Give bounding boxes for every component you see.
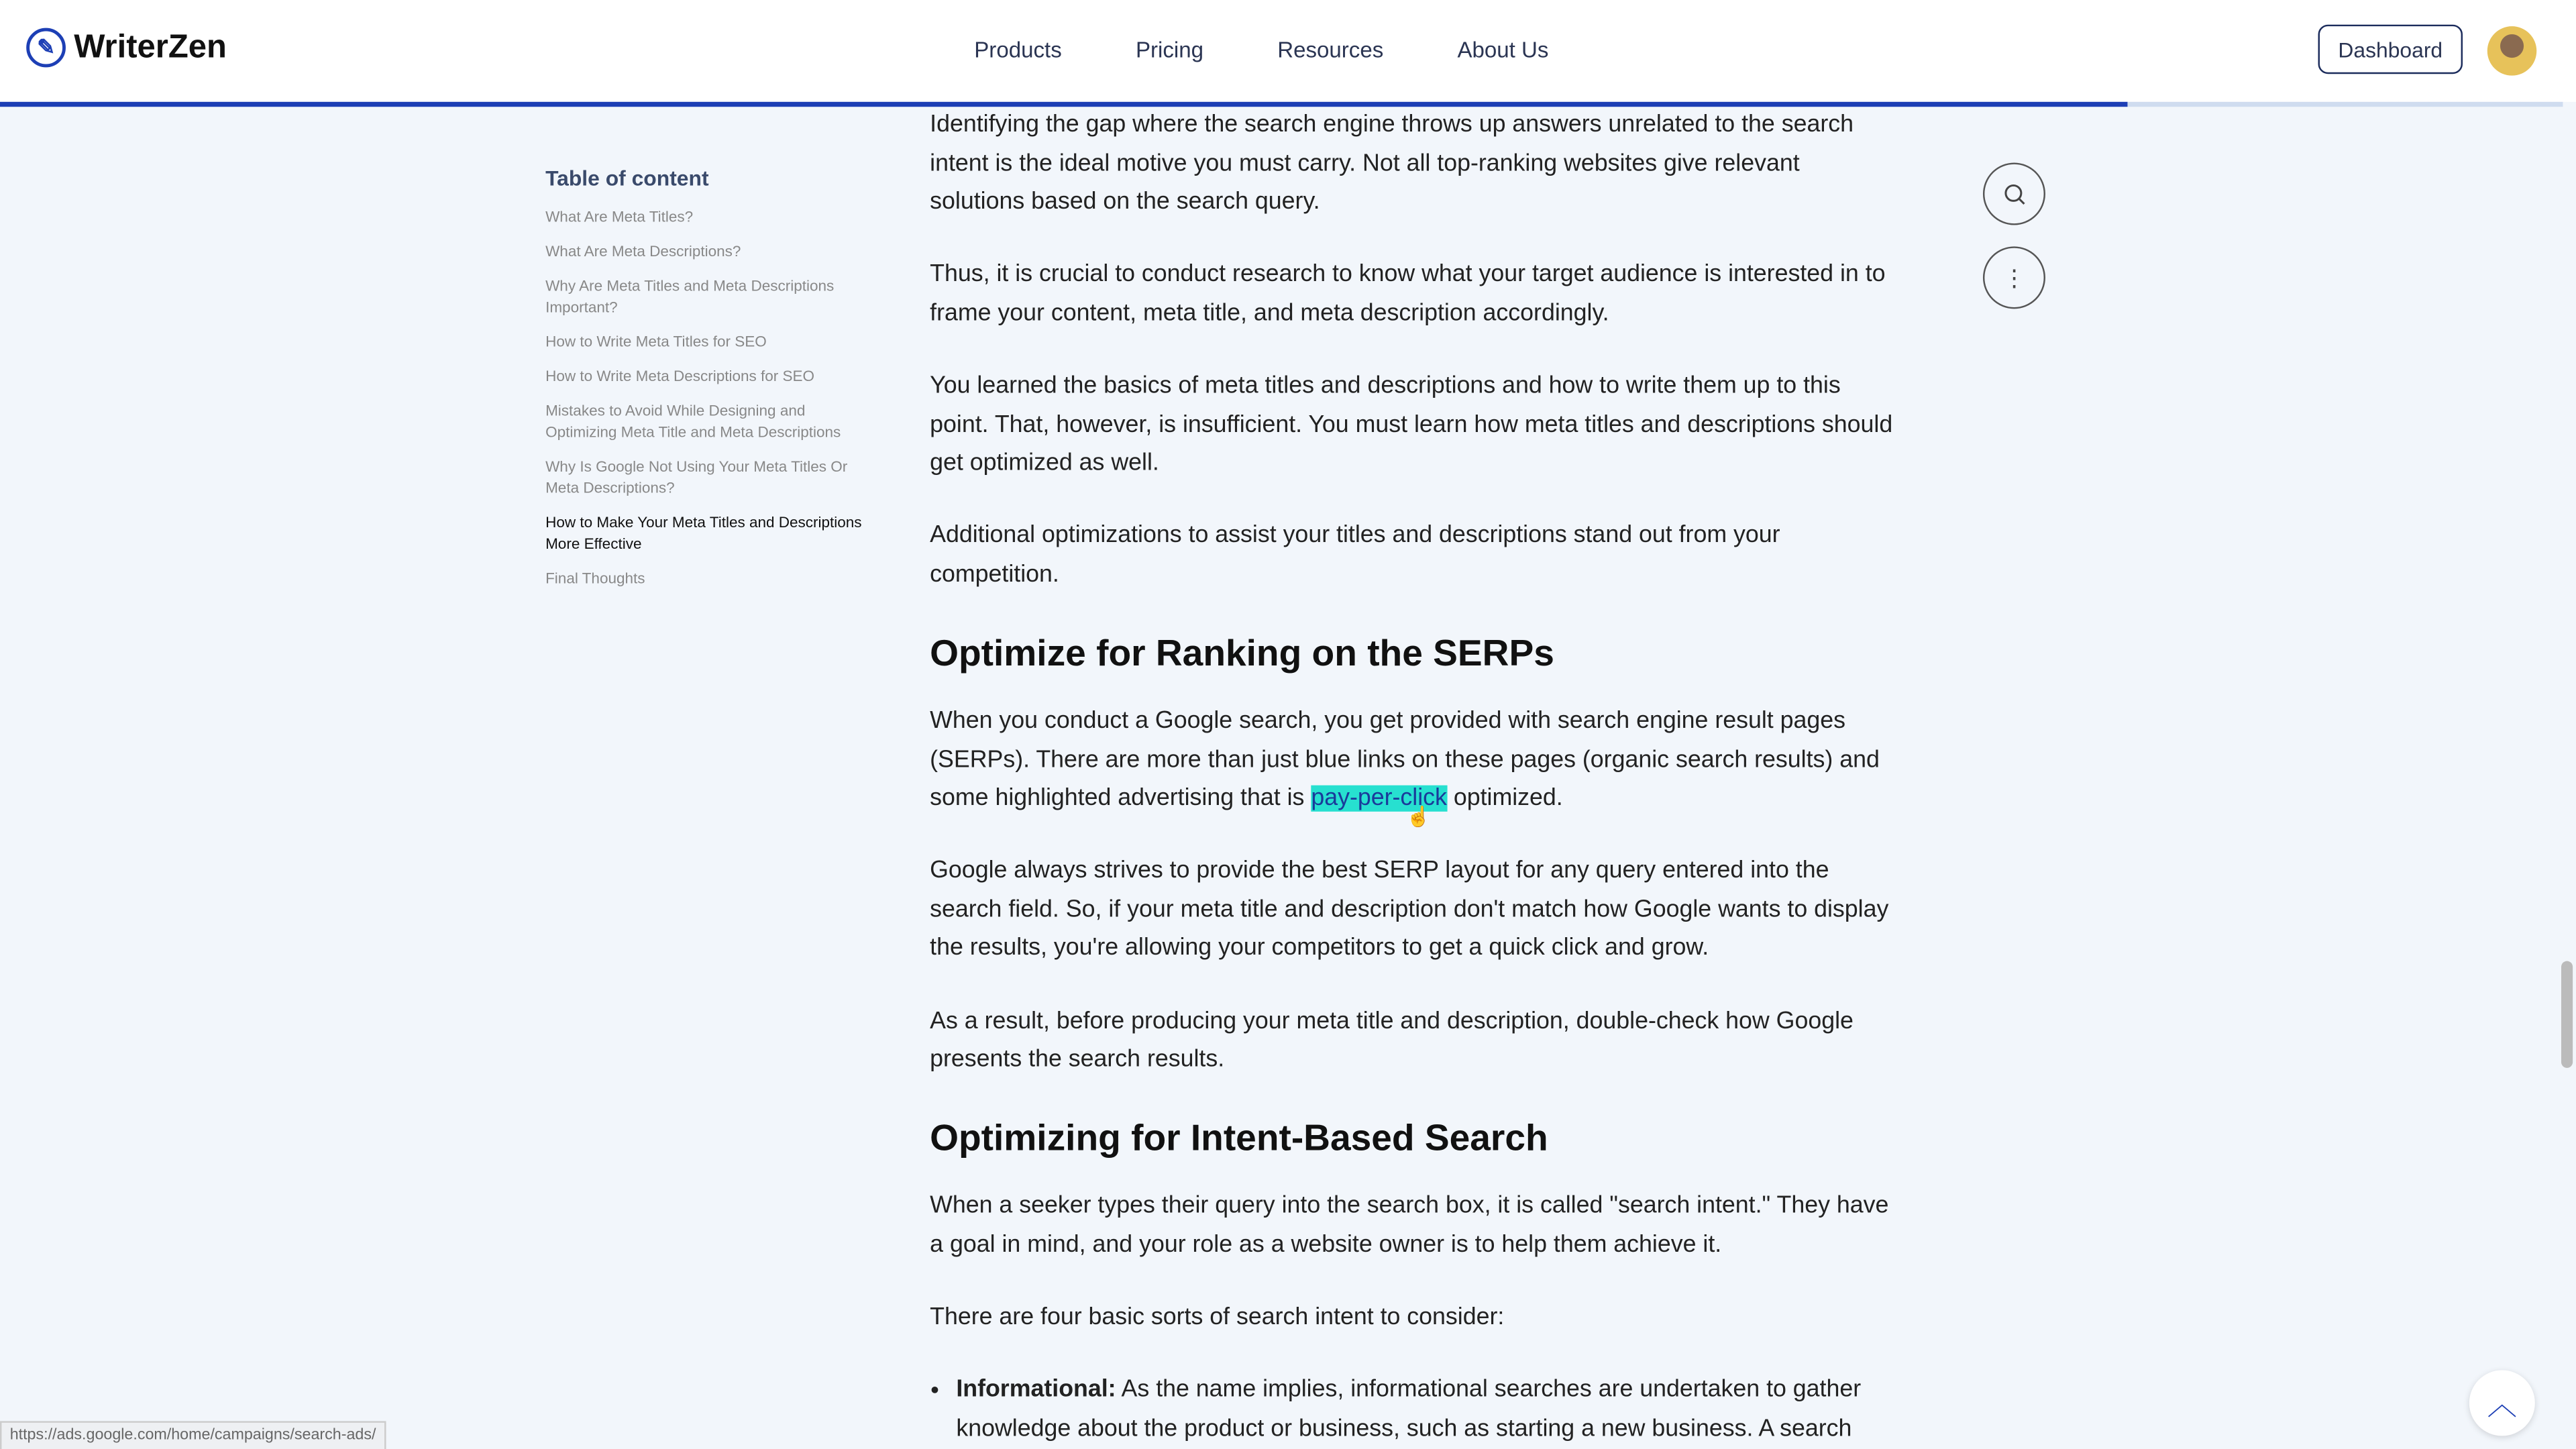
writerzen-logo-icon: ✎ [26, 28, 66, 68]
paragraph: Additional optimizations to assist your titles and descriptions stand out from your competition. [930, 523, 1780, 588]
section-heading: Optimize for Ranking on the SERPs [930, 632, 1554, 674]
intent-list [930, 1372, 1899, 1449]
paragraph: Thus, it is crucial to conduct research to know what your target audience is interested in to frame your content, meta title, and meta description accordingly. [930, 262, 1886, 327]
toc-item-active[interactable]: How to Make Your Meta Titles and Descriptions More Effective [545, 514, 862, 552]
brand-logo[interactable] [26, 28, 227, 68]
paragraph: Identifying the gap where the search engine throws up answers unrelated to the search intent is the ideal motive you must carry. Not all top-ranking websites give relevant solutions based on the search query. [930, 111, 1854, 216]
paragraph: As a result, before producing your meta title and description, double-check how Google presents the search results. [930, 1008, 1854, 1073]
link-status-bar: https://ads.google.com/home/campaigns/search-ads/ [0, 1421, 386, 1449]
reading-progress [0, 102, 2563, 107]
paragraph-text: optimized. [1446, 785, 1563, 812]
toc-item[interactable]: Mistakes to Avoid While Designing and Optimizing Meta Title and Meta Descriptions [545, 402, 841, 441]
toc-title: Table of content [545, 166, 709, 191]
paragraph: When a seeker types their query into the search box, it is called "search intent." They have a goal in mind, and your role as a website owner is to help them achieve it. [930, 1193, 1889, 1258]
nav-pricing[interactable]: Pricing [1135, 38, 1204, 63]
main-nav [974, 38, 1548, 62]
nav-about-us[interactable]: About Us [1457, 38, 1549, 63]
paragraph [930, 703, 1899, 819]
table-of-contents [545, 166, 874, 602]
article-body [930, 107, 1899, 1449]
more-options-button[interactable] [1983, 246, 2045, 309]
toc-item[interactable]: What Are Meta Titles? [545, 209, 694, 225]
chevron-up-icon: ︿ [2487, 1388, 2517, 1421]
back-to-top-button[interactable] [2469, 1370, 2535, 1436]
list-item-text: As the name implies, informational searches are undertaken to gather knowledge about the product or business, such as starting a new business. A search [956, 1377, 1862, 1442]
scrollbar-thumb[interactable] [2561, 961, 2573, 1068]
paragraph: You learned the basics of meta titles and descriptions and how to write them up to this point. That, however, is insufficient. You must learn how meta titles and descriptions should get optimized as well. [930, 372, 1893, 477]
user-avatar[interactable] [2487, 26, 2536, 75]
toc-item[interactable]: Why Are Meta Titles and Meta Descriptions Important? [545, 277, 835, 316]
list-item-term: Informational: [956, 1377, 1116, 1403]
toc-item[interactable]: How to Write Meta Descriptions for SEO [545, 368, 815, 385]
search-button[interactable] [1983, 162, 2045, 225]
search-icon [2002, 182, 2027, 207]
section-heading: Optimizing for Intent-Based Search [930, 1117, 1548, 1159]
toc-item[interactable]: How to Write Meta Titles for SEO [545, 333, 767, 350]
nav-products[interactable]: Products [974, 38, 1062, 63]
pay-per-click-link[interactable]: pay-per-click [1311, 785, 1447, 812]
paragraph: Google always strives to provide the best SERP layout for any query entered into the search field. So, if your meta title and description don't match how Google wants to display the results, you're allowing your competitors to get a quick click and grow. [930, 857, 1889, 962]
list-item [956, 1372, 1899, 1449]
toc-item[interactable]: Final Thoughts [545, 570, 645, 587]
reading-progress-fill [0, 102, 2127, 107]
nav-resources[interactable]: Resources [1277, 38, 1384, 63]
toc-item[interactable]: What Are Meta Descriptions? [545, 243, 741, 260]
more-vertical-icon: ⋮ [2002, 264, 2026, 290]
brand-name: WriterZen [74, 28, 227, 65]
hand-cursor-icon: ☝ [1406, 805, 1431, 828]
toc-item[interactable]: Why Is Google Not Using Your Meta Titles Or Meta Descriptions? [545, 458, 848, 496]
top-nav [0, 0, 2576, 102]
paragraph-text: When you conduct a Google search, you get provided with search engine result pages (SERPs). There are more than just blue links on these pages (organic search results) and some highlighted advertising that is [930, 708, 1880, 812]
paragraph: There are four basic sorts of search intent to consider: [930, 1304, 1505, 1331]
dashboard-button[interactable]: Dashboard [2318, 25, 2463, 74]
